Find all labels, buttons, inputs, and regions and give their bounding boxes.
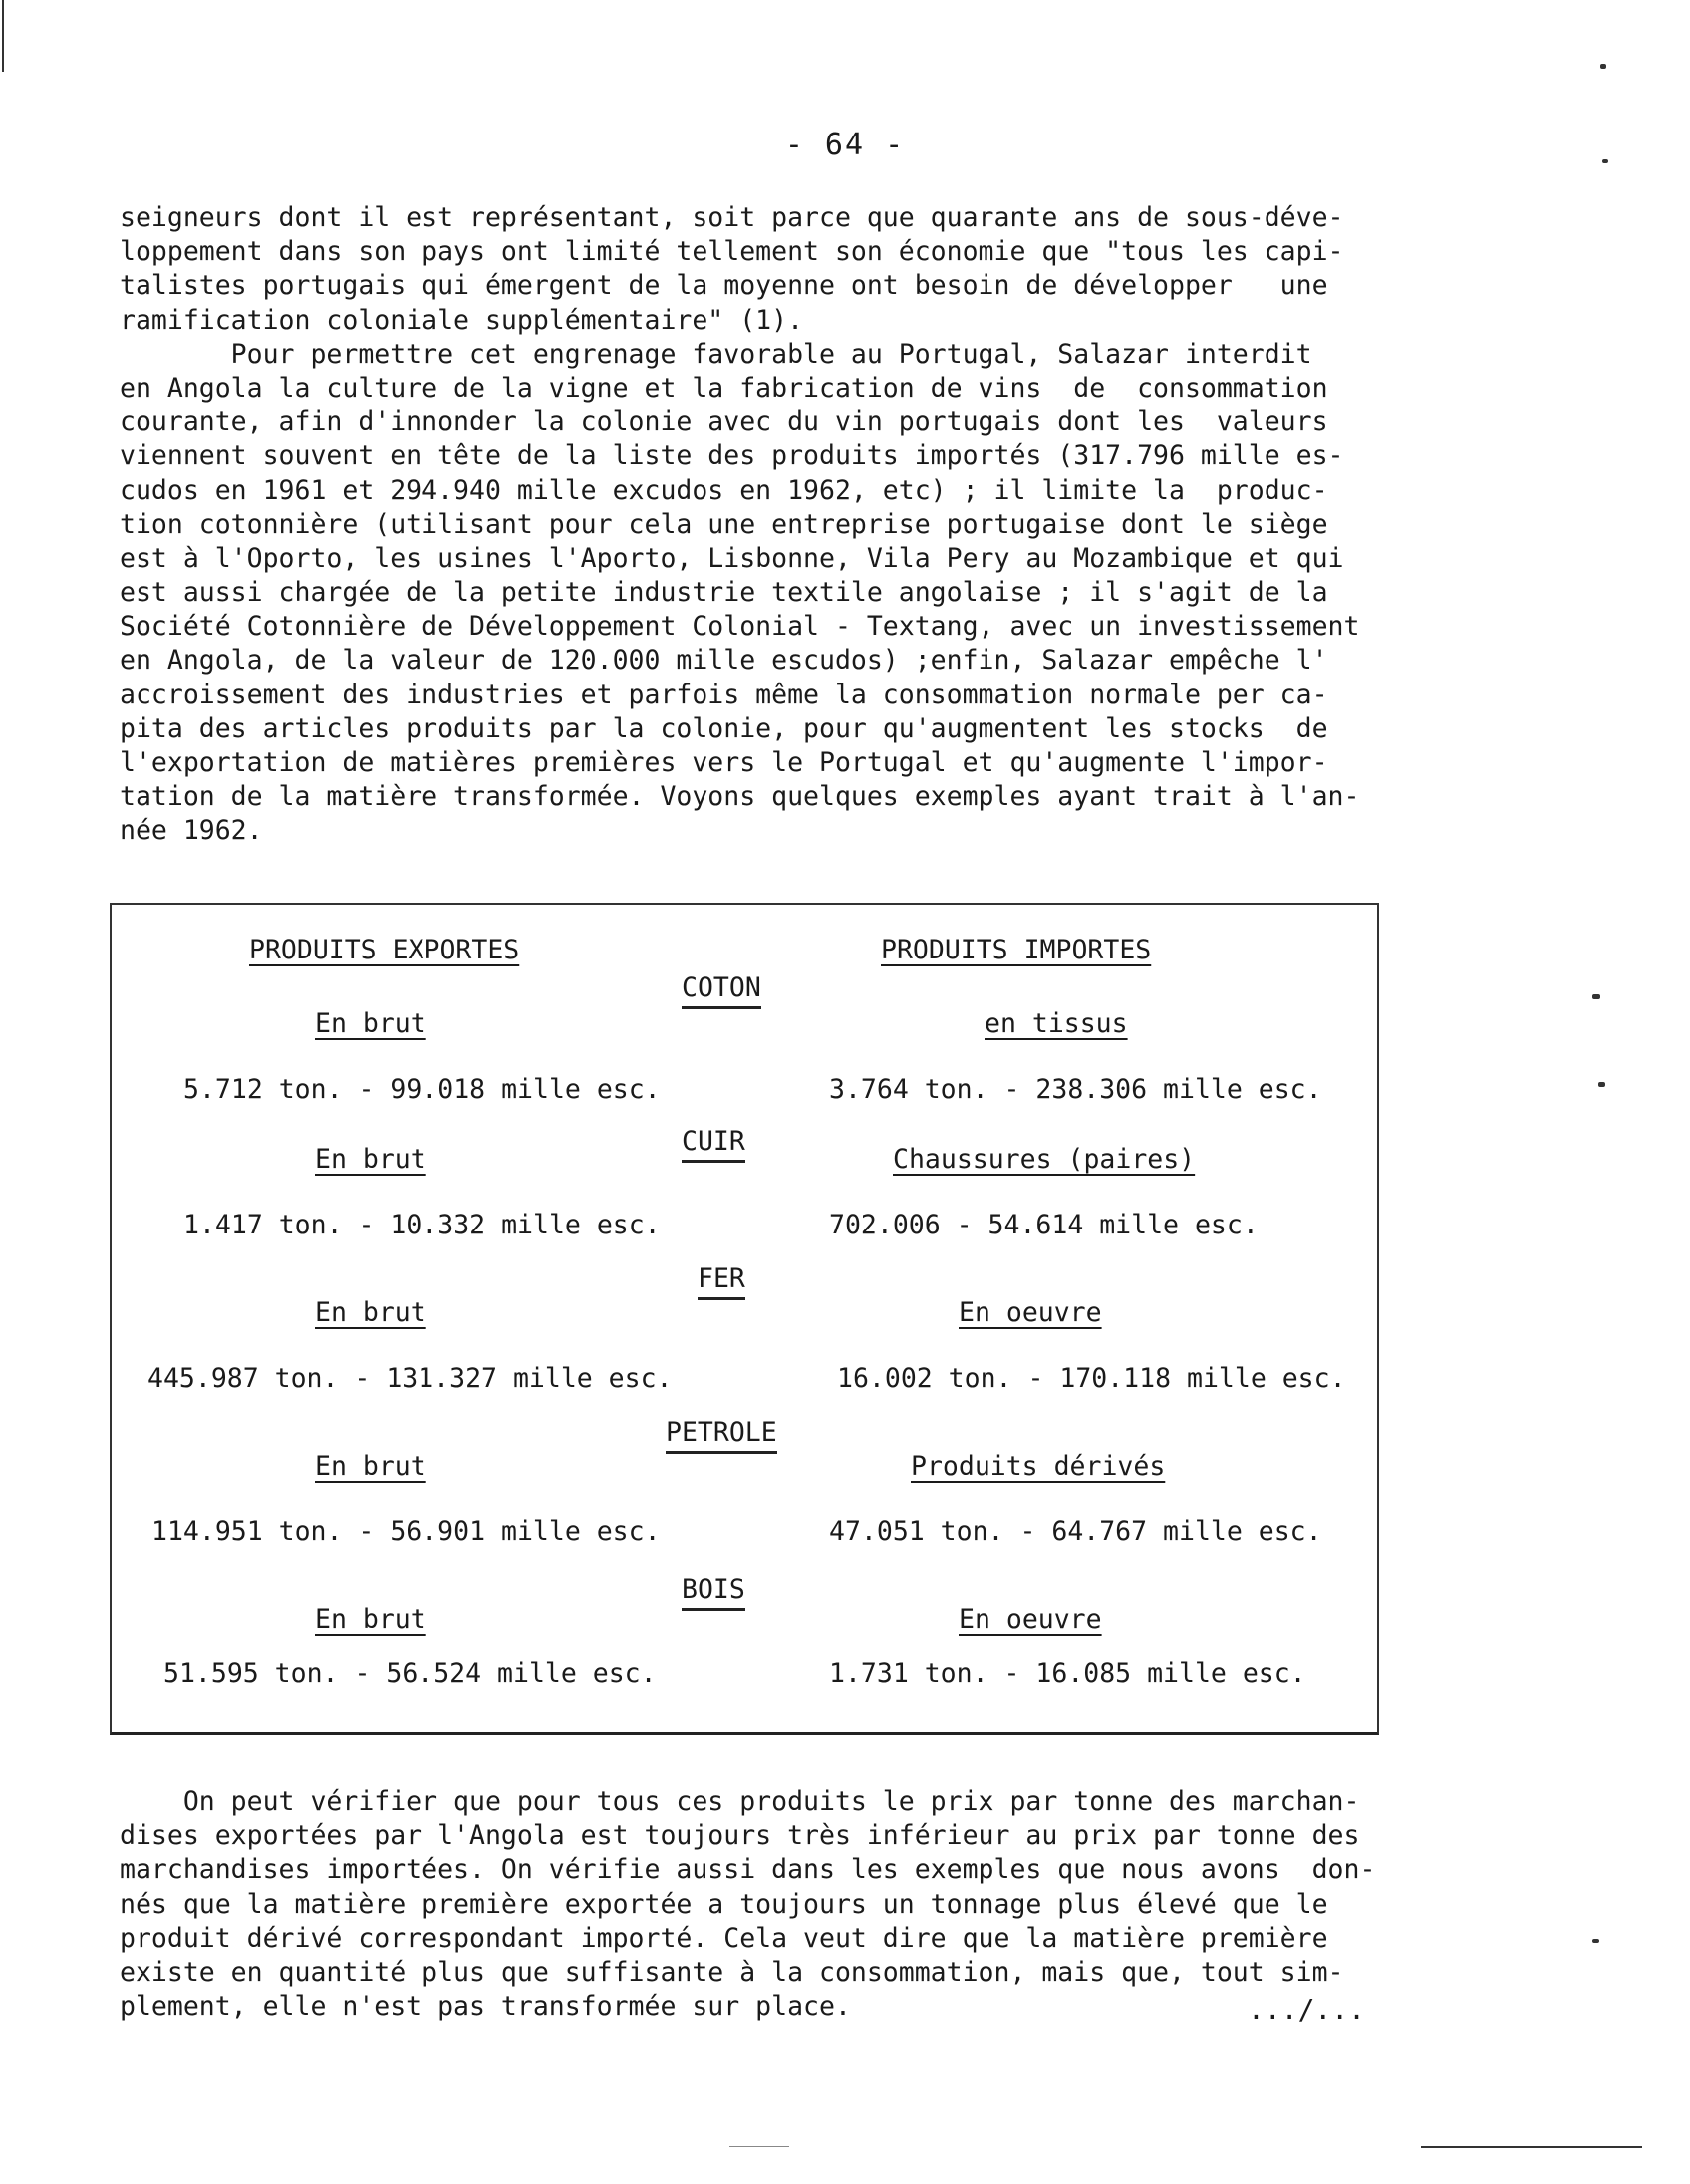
scan-edge-line bbox=[2, 0, 4, 72]
header-exported: PRODUITS EXPORTES bbox=[249, 935, 520, 965]
import-form: En oeuvre bbox=[959, 1297, 1102, 1328]
text-line: en Angola la culture de la vigne et la fabrication de vins de consommation bbox=[120, 372, 1328, 404]
text-line: ramification coloniale supplémentaire" (1). bbox=[120, 304, 804, 336]
text-line: marchandises importées. On vérifie aussi dans les exemples que nous avons don- bbox=[120, 1854, 1376, 1886]
import-value: 3.764 ton. - 238.306 mille esc. bbox=[829, 1074, 1322, 1105]
export-form: En brut bbox=[315, 1604, 426, 1635]
import-value: 1.731 ton. - 16.085 mille esc. bbox=[829, 1658, 1306, 1689]
import-value: 702.006 - 54.614 mille esc. bbox=[829, 1210, 1259, 1240]
text-line: produit dérivé correspondant importé. Cela veut dire que la matière première bbox=[120, 1922, 1328, 1954]
text-line: seigneurs dont il est représentant, soit parce que quarante ans de sous-déve- bbox=[120, 202, 1344, 233]
import-form: Produits dérivés bbox=[911, 1451, 1166, 1482]
text-line: est aussi chargée de la petite industrie textile angolaise ; il s'agit de la bbox=[120, 577, 1328, 609]
continuation-mark: .../... bbox=[1248, 1993, 1366, 2026]
category-label: CUIR bbox=[682, 1126, 745, 1163]
import-form: Chaussures (paires) bbox=[893, 1144, 1196, 1175]
scan-speck bbox=[1600, 64, 1606, 69]
text-line: loppement dans son pays ont limité tellement son économie que "tous les capi- bbox=[120, 236, 1344, 268]
text-line: tation de la matière transformée. Voyons quelques exemples ayant trait à l'an- bbox=[120, 781, 1360, 813]
category-label: FER bbox=[698, 1263, 745, 1300]
text-line: l'exportation de matières premières vers le Portugal et qu'augmente l'impor- bbox=[120, 747, 1328, 778]
trade-table bbox=[110, 903, 1379, 1735]
text-line: existe en quantité plus que suffisante à la consommation, mais que, tout sim- bbox=[120, 1956, 1344, 1988]
page-number: - 64 - bbox=[784, 128, 906, 162]
text-line: plement, elle n'est pas transformée sur place. bbox=[120, 1991, 851, 2023]
text-line: courante, afin d'innonder la colonie avec du vin portugais dont les valeurs bbox=[120, 407, 1328, 438]
scan-speck bbox=[1598, 1082, 1605, 1087]
category-label: COTON bbox=[682, 972, 761, 1009]
text-line: née 1962. bbox=[120, 815, 263, 847]
intro-paragraph bbox=[120, 201, 1385, 849]
export-value: 445.987 ton. - 131.327 mille esc. bbox=[147, 1363, 673, 1394]
text-line: dises exportées par l'Angola est toujours très inférieur au prix par tonne des bbox=[120, 1820, 1360, 1852]
import-form: en tissus bbox=[985, 1008, 1128, 1039]
text-line: cudos en 1961 et 294.940 mille excudos en 1962, etc) ; il limite la produc- bbox=[120, 474, 1328, 506]
scan-edge-line bbox=[1421, 2146, 1642, 2148]
import-value: 16.002 ton. - 170.118 mille esc. bbox=[837, 1363, 1346, 1394]
text-line: viennent souvent en tête de la liste des produits importés (317.796 mille es- bbox=[120, 440, 1344, 472]
import-value: 47.051 ton. - 64.767 mille esc. bbox=[829, 1516, 1322, 1547]
export-value: 5.712 ton. - 99.018 mille esc. bbox=[183, 1074, 661, 1105]
text-line: Société Cotonnière de Développement Colonial - Textang, avec un investissement bbox=[120, 611, 1360, 643]
export-form: En brut bbox=[315, 1297, 426, 1328]
export-form: En brut bbox=[315, 1008, 426, 1039]
export-value: 51.595 ton. - 56.524 mille esc. bbox=[163, 1658, 657, 1689]
text-line: Pour permettre cet engrenage favorable au Portugal, Salazar interdit bbox=[120, 338, 1312, 370]
export-value: 114.951 ton. - 56.901 mille esc. bbox=[151, 1516, 661, 1547]
category-label: PETROLE bbox=[666, 1417, 777, 1454]
export-form: En brut bbox=[315, 1451, 426, 1482]
export-value: 1.417 ton. - 10.332 mille esc. bbox=[183, 1210, 661, 1240]
text-line: pita des articles produits par la colonie, pour qu'augmentent les stocks de bbox=[120, 712, 1328, 744]
text-line: accroissement des industries et parfois même la consommation normale per ca- bbox=[120, 679, 1328, 710]
export-form: En brut bbox=[315, 1144, 426, 1175]
category-label: BOIS bbox=[682, 1574, 745, 1611]
text-line: est à l'Oporto, les usines l'Aporto, Lisbonne, Vila Pery au Mozambique et qui bbox=[120, 542, 1344, 574]
scan-speck bbox=[1602, 159, 1608, 163]
text-line: nés que la matière première exportée a toujours un tonnage plus élevé que le bbox=[120, 1888, 1328, 1920]
header-imported: PRODUITS IMPORTES bbox=[881, 935, 1152, 965]
import-form: En oeuvre bbox=[959, 1604, 1102, 1635]
text-line: On peut vérifier que pour tous ces produits le prix par tonne des marchan- bbox=[120, 1786, 1360, 1817]
text-line: talistes portugais qui émergent de la moyenne ont besoin de développer une bbox=[120, 270, 1328, 302]
scan-edge-line bbox=[729, 2146, 789, 2147]
scan-speck bbox=[1592, 994, 1600, 999]
closing-paragraph bbox=[120, 1785, 1385, 2024]
text-line: en Angola, de la valeur de 120.000 mille escudos) ;enfin, Salazar empêche l' bbox=[120, 645, 1328, 677]
text-line: tion cotonnière (utilisant pour cela une entreprise portugaise dont le siège bbox=[120, 508, 1328, 540]
scan-speck bbox=[1592, 1939, 1599, 1943]
